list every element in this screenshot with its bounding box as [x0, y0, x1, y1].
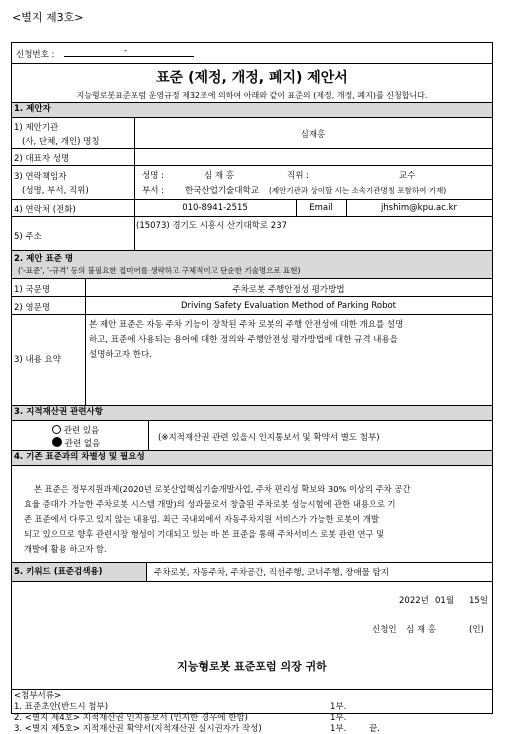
attachments: [12, 689, 492, 734]
signer-name[interactable]: 심 재 홍: [406, 625, 437, 635]
proposer-org-row: [12, 118, 492, 149]
attachment-count: 1부.: [330, 713, 347, 723]
necessity-row: [12, 466, 492, 563]
radio-empty-icon: [52, 425, 61, 434]
phone-value[interactable]: 010-8941-2515: [182, 203, 248, 213]
ip-option-no[interactable]: [52, 437, 100, 449]
name-value[interactable]: 심 재 홍: [204, 171, 235, 181]
necessity-line: 본 표준은 정부지원과제(2020년 로봇산업핵심기술개발사업, 주차 편리성 확보와 30% 이상의 주차 공간: [34, 484, 411, 494]
representative-value[interactable]: [134, 149, 492, 165]
position-value[interactable]: 교수: [399, 171, 416, 181]
representative-label: 2) 대표자 성명: [14, 154, 70, 164]
proposal-form: [11, 42, 493, 734]
form-subtitle: 지능형로봇표준포럼 운영규정 제32조에 의하여 아래와 같이 표준의 (제정, 개정, 폐지)를 신청합니다.: [76, 91, 428, 100]
attachment-end: 끝.: [369, 724, 380, 734]
name-label: 성명 :: [142, 171, 164, 181]
ip-option-no-label: 관련 없음: [64, 439, 101, 449]
dept-note: (제안기관과 상이할 시는 소속기관명칭 포함하여 기재): [269, 186, 447, 195]
attachment-count: 1부.: [330, 724, 347, 734]
application-number-dash: -: [124, 46, 128, 56]
attachment-item: 2. <별지 제4호> 지적재산권 인지통보서 (인지한 경우에 한함): [14, 713, 248, 723]
contact-label-1: 3) 연락책임자: [14, 172, 67, 182]
english-name-label: 2) 영문명: [14, 303, 51, 313]
contact-row: [12, 166, 492, 200]
keyword-value[interactable]: 주차로봇, 자동주차, 주차공간, 직선주행, 코너주행, 장애물 탐지: [154, 568, 389, 578]
proposer-org-label-1: 1) 제안기관: [14, 123, 59, 133]
necessity-line: 존 표준에서 다루고 있지 않는 내용임. 최근 국내외에서 자동주차지원 서비스가 가능한 로봇이 개발: [24, 514, 379, 524]
english-name-row: [12, 297, 492, 315]
section-3-title: 3. 지적재산권 관련사항: [14, 407, 103, 417]
summary-line: 설명하고자 한다.: [89, 350, 152, 360]
summary-label: 3) 내용 요약: [14, 355, 61, 365]
korean-name-row: [12, 279, 492, 297]
section-2-title: 2. 제안 표준 명: [14, 254, 74, 264]
title-row: [12, 64, 492, 103]
summary-line: 하고, 표준에 사용되는 용어에 대한 정의와 주행안전성 평가방법에 대한 규격 내용을: [89, 335, 398, 345]
section-4-header: [12, 451, 492, 466]
proposer-org-value[interactable]: 심재홍: [300, 130, 326, 140]
attachment-item: 3. <별지 제5호> 지적재산권 확약서(지적재산권 실시권자가 작성): [14, 724, 262, 734]
necessity-line: 개발에 활용 하고자 함.: [24, 544, 107, 554]
necessity-line: 되고 있으므로 향후 관련시장 형성이 기대되고 있는 바 본 표준을 통해 주차서비스 로봇 관련 연구 및: [24, 529, 385, 539]
phone-label: 4) 연락처 (전화): [14, 205, 76, 215]
proposer-org-label-2: (사, 단체, 개인) 명칭: [22, 137, 100, 147]
address-label: 5) 주소: [14, 232, 42, 242]
signer-label: 신청인: [372, 625, 397, 635]
radio-filled-icon: [52, 437, 62, 447]
application-number-field[interactable]: [64, 56, 194, 57]
form-title: 표준 (제정, 개정, 폐지) 제안서: [156, 70, 348, 86]
signature-area: [12, 582, 492, 690]
keyword-row: [12, 563, 492, 582]
representative-row: [12, 149, 492, 166]
application-number-row: [12, 43, 492, 64]
section-4-title: 4. 기존 표준과의 차별성 및 필요성: [14, 452, 145, 462]
ip-row: [12, 421, 492, 451]
signer-seal: (인): [469, 625, 484, 635]
summary-row: [12, 315, 492, 406]
section-2-note: ('-표준', '-규격' 등의 불필요한 접미어를 생략하고 구체적이고 단순한 기술명으로 표현): [18, 266, 301, 275]
english-name-value[interactable]: Driving Safety Evaluation Method of Parking Robot: [180, 301, 397, 311]
position-label: 직위 :: [287, 171, 309, 181]
attachments-title: <첨부서류>: [14, 691, 62, 701]
section-3-header: [12, 406, 492, 421]
summary-value[interactable]: [85, 315, 492, 405]
address-value[interactable]: (15073) 경기도 시흥시 산기대학로 237: [136, 221, 288, 231]
necessity-line: 효율 증대가 가능한 주차로봇 시스템 개발)의 성과물로서 창출된 주차로봇 성능시험에 관한 내용으로 기: [24, 499, 396, 509]
contact-label: [12, 166, 134, 199]
date-day[interactable]: 15일: [469, 596, 489, 606]
ip-options: [12, 421, 148, 450]
korean-name-value[interactable]: 주차로봇 주행안정성 평가방법: [232, 285, 345, 295]
attachment-count: 1부.: [330, 702, 347, 712]
addressee: 지능형로봇 표준포럼 의장 귀하: [177, 660, 327, 673]
section-1-title: 1. 제안자: [14, 104, 51, 114]
korean-name-label: 1) 국문명: [14, 285, 51, 295]
ip-option-yes-label: 관련 있음: [63, 426, 100, 436]
date-year[interactable]: 2022년: [399, 596, 429, 606]
application-number-label: 신청번호 :: [16, 50, 55, 60]
necessity-text[interactable]: [12, 466, 492, 562]
dept-label: 부서 :: [142, 186, 164, 196]
ip-note: (※지적재산권 관련 있을시 인지통보서 및 확약서 별도 첨부): [158, 433, 380, 443]
proposer-org-label: [12, 118, 134, 148]
date-month[interactable]: 01월: [435, 596, 455, 606]
section-1-header: [12, 103, 492, 118]
contact-label-2: (성명, 부서, 직위): [22, 186, 89, 196]
phone-row: [12, 200, 492, 217]
ip-option-yes[interactable]: [52, 424, 99, 436]
attachment-item: 1. 표준초안(반드시 첨부): [14, 702, 109, 712]
keyword-label: 5. 키워드 (표준검색용): [12, 563, 146, 581]
email-value[interactable]: jhshim@kpu.ac.kr: [380, 203, 458, 213]
form-number-label: <별지 제3호>: [12, 11, 84, 24]
email-label: Email: [309, 203, 333, 213]
address-row: [12, 217, 492, 251]
summary-line: 본 제안 표준은 자동 주차 기능이 장착된 주차 로봇의 주행 안전성에 대한 개요를 설명: [89, 320, 404, 330]
dept-value[interactable]: 한국산업기술대학교: [185, 186, 259, 196]
section-2-header: [12, 251, 492, 279]
